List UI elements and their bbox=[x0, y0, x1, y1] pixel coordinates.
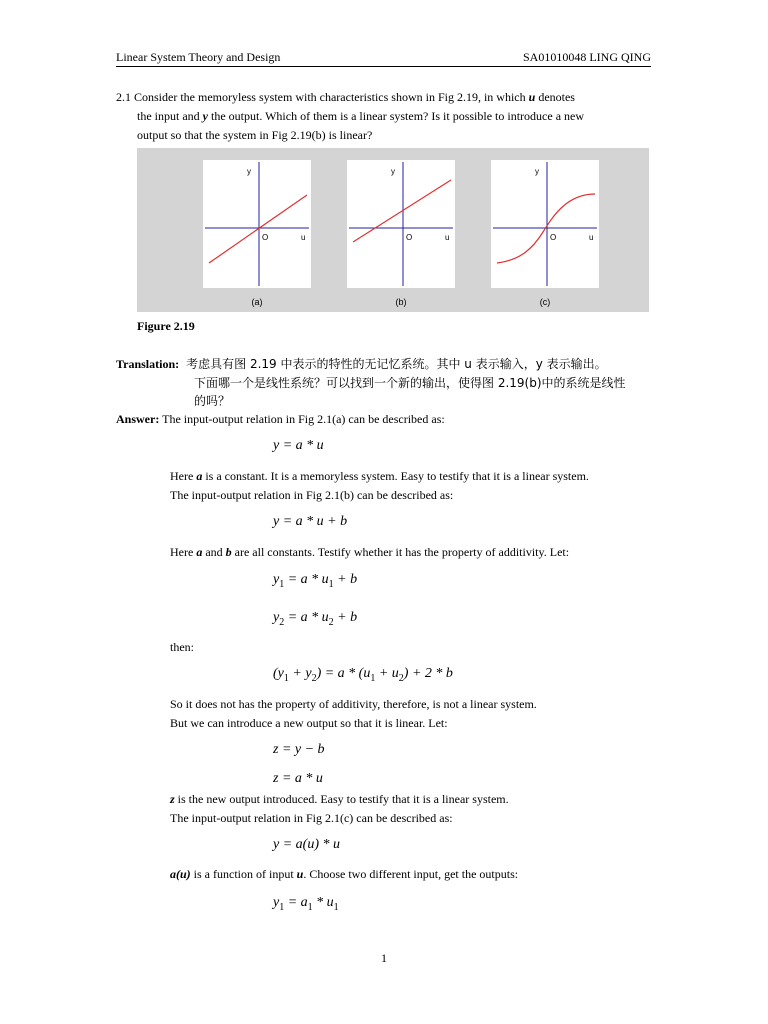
answer-para-7: The input-output relation in Fig 2.1(c) can be described as: bbox=[170, 811, 453, 825]
panel-c bbox=[491, 160, 599, 288]
panel-a-label: (a) bbox=[251, 297, 263, 307]
equation-3: $y_1 = a * u_1 + b$ bbox=[273, 572, 358, 590]
translation-label: Translation: bbox=[116, 357, 180, 371]
question-line-3: output so that the system in Fig 2.19(b) is linear? bbox=[137, 128, 373, 142]
y-axis-label: y bbox=[535, 167, 539, 176]
header-title: Linear System Theory and Design bbox=[116, 50, 281, 64]
equation-4: $y_2 = a * u_2 + b$ bbox=[273, 610, 358, 628]
translation-line-3: 的吗？ bbox=[194, 394, 231, 408]
panel-b-label: (b) bbox=[395, 297, 407, 307]
header-rule bbox=[116, 66, 651, 67]
translation-line-1: Translation: 考虑具有图 2.19 中表示的特性的无记忆系统。其中 u 表示输入，y 表示输出。 bbox=[116, 357, 607, 371]
page-number: 1 bbox=[381, 951, 387, 965]
origin-label: O bbox=[550, 233, 557, 242]
u-axis-label: u bbox=[301, 233, 306, 242]
characteristic-curve bbox=[209, 195, 307, 263]
equation-6: z = y − b bbox=[273, 742, 325, 757]
panel-a-plot bbox=[203, 160, 311, 288]
panel-b-plot bbox=[347, 160, 455, 288]
equation-1: y = a * u bbox=[273, 438, 324, 453]
u-axis-label: u bbox=[589, 233, 594, 242]
u-axis-label: u bbox=[445, 233, 450, 242]
panel-b bbox=[347, 160, 455, 288]
answer-then: then: bbox=[170, 640, 194, 654]
translation-line-2: 下面哪一个是线性系统？可以找到一个新的输出，使得图 2.19(b)中的系统是线性 bbox=[194, 376, 626, 390]
header-author: SA01010048 LING QING bbox=[523, 50, 651, 64]
figure-caption: Figure 2.19 bbox=[137, 319, 195, 333]
equation-2: y = a * u + b bbox=[273, 514, 348, 529]
equation-7: z = a * u bbox=[273, 771, 323, 786]
panel-a bbox=[203, 160, 311, 288]
question-line-2: the input and y the output. Which of them is a linear system? Is it possible to introduce a new bbox=[137, 109, 585, 123]
answer-para-6: z is the new output introduced. Easy to testify that it is a linear system. bbox=[170, 792, 509, 806]
answer-para-1: Here a is a constant. It is a memoryless system. Easy to testify that it is a linear system. bbox=[170, 469, 589, 483]
equation-5: $(y_1 + y_2) = a * (u_1 + u_2) + 2 * b$ bbox=[273, 666, 453, 684]
y-axis-label: y bbox=[391, 167, 395, 176]
answer-para-2: The input-output relation in Fig 2.1(b) can be described as: bbox=[170, 488, 454, 502]
panel-c-label: (c) bbox=[539, 297, 551, 307]
origin-label: O bbox=[262, 233, 269, 242]
equation-8: y = a(u) * u bbox=[273, 837, 340, 852]
answer-intro: Answer: The input-output relation in Fig 2.1(a) can be described as: bbox=[116, 412, 445, 426]
answer-para-3: Here a and b are all constants. Testify whether it has the property of additivity. Let: bbox=[170, 545, 570, 559]
question-line-1: 2.1 Consider the memoryless system with characteristics shown in Fig 2.19, in which u denotes bbox=[116, 90, 575, 104]
equation-9: $y_1 = a_1 * u_1$ bbox=[273, 895, 339, 913]
answer-para-5: But we can introduce a new output so that it is linear. Let: bbox=[170, 716, 448, 730]
figure-2-19 bbox=[137, 148, 649, 312]
answer-para-8: a(u) is a function of input u. Choose two different input, get the outputs: bbox=[170, 867, 519, 881]
answer-label: Answer: bbox=[116, 412, 160, 426]
origin-label: O bbox=[406, 233, 413, 242]
answer-para-4: So it does not has the property of additivity, therefore, is not a linear system. bbox=[170, 697, 537, 711]
y-axis-label: y bbox=[247, 167, 251, 176]
characteristic-curve bbox=[353, 180, 451, 242]
panel-c-plot bbox=[491, 160, 599, 288]
